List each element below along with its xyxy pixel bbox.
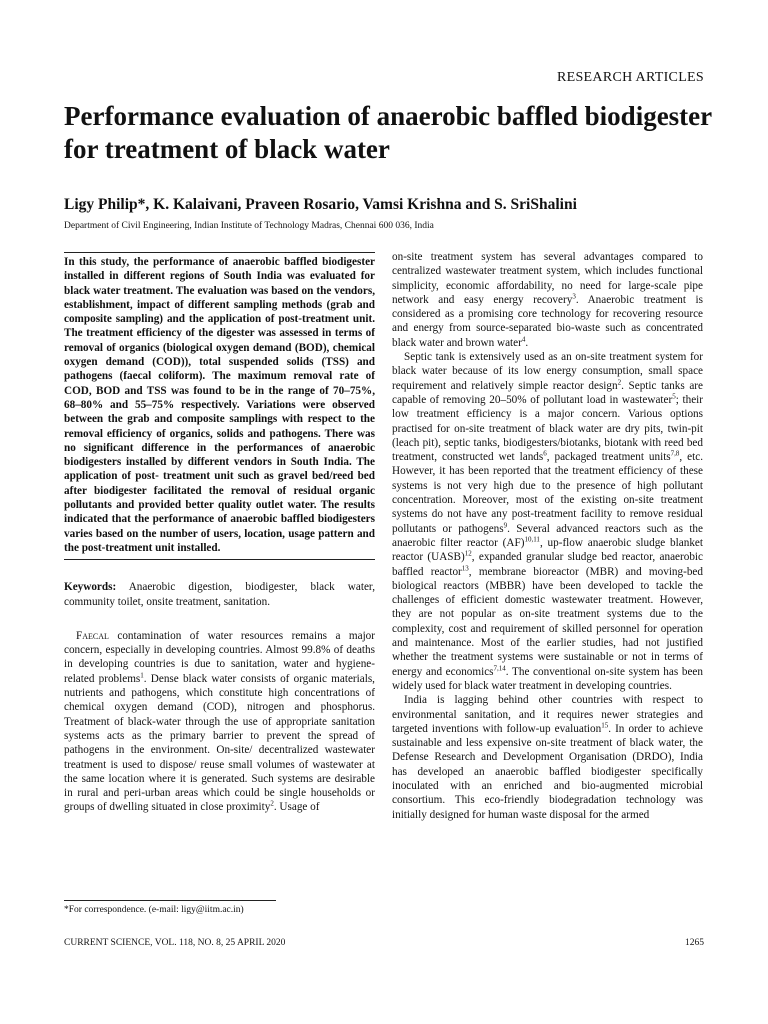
footnote-divider (64, 900, 276, 901)
citation-ref: 9 (503, 520, 508, 529)
right-column (392, 250, 703, 822)
text-run: , packaged treatment units (546, 451, 671, 464)
journal-citation: CURRENT SCIENCE, VOL. 118, NO. 8, 25 APRIL 2020 (64, 938, 286, 948)
text-run: , membrane bioreactor (MBR) and moving-bed biological reactors (MBBR) have been developed to tackle the challenges of efficient domestic wastewater treatment. However, they are not popular as on-site treatment systems due to the complexity, cost and requirement of skilled personnel for operation and maintenance. Most of the earlier studies, had not justified whether the treatment systems were sustainable or not in terms of energy and economics (392, 565, 703, 678)
drop-word: Faecal (76, 629, 109, 642)
citation-ref: 13 (461, 563, 469, 572)
citation-ref: 3 (572, 292, 576, 301)
citation-ref: 15 (601, 721, 609, 730)
text-run: . Septic tanks are capable of removing 20–50% of pollutant load in wastewater (392, 379, 703, 406)
citation-ref: 5 (672, 392, 676, 401)
keywords-label: Keywords: (64, 581, 117, 594)
body-paragraph (392, 693, 703, 822)
citation-ref: 12 (464, 549, 472, 558)
body-paragraph (392, 250, 703, 350)
author-affiliation: Department of Civil Engineering, Indian Institute of Technology Madras, Chennai 600 036, India (64, 221, 434, 231)
keywords-text: Anaerobic digestion, biodigester, black water, community toilet, onsite treatment, sanitation. (64, 581, 376, 608)
text-run: , up-flow anaerobic sludge blanket reactor (UASB) (392, 536, 703, 564)
text-run: . Dense black water consists of organic materials, nutrients and pathogens, which constitute high concentrations of chemical oxygen demand (COD), nitrogen and phosphorus. Treatment of black-water through the use of appropriate sanitation systems acts as the primary barrier to prevent the spread of pathogens in the environment. On-site/ decentralized wastewater treatment is used to dispose/ reuse small volumes of wastewater at the same location where it is generated. Such systems are desirable in rural and peri-urban areas which could be single households or groups of dwelling situated in close proximity (64, 672, 375, 814)
citation-ref: 4 (521, 335, 526, 344)
keywords (64, 580, 375, 609)
author-list: Ligy Philip*, K. Kalaivani, Praveen Rosario, Vamsi Krishna and S. SriShalini (64, 196, 577, 213)
text-run: contamination of water resources remains a major concern, especially in developing countries. Almost 99.8% of deaths in developing countries is due to sanitation, water and hygiene-related problems (64, 629, 375, 685)
citation-ref: 7,14 (493, 663, 506, 672)
text-run: . The conventional on-site system has been widely used for black water treatment in developing countries. (392, 665, 703, 692)
text-run: , etc. However, it has been reported that the treatment efficiency of these systems is not very high due to the presence of high pollutant concentration. Moreover, most of the existing on-site treatment systems do not have any post-treatment facility to remove residual pollutants or pathogens (392, 451, 703, 535)
body-paragraph (392, 350, 703, 693)
text-run: Septic tank is extensively used as an on-site treatment system for black water because of its low energy consumption, small space requirement and relatively simple reactor design (392, 351, 703, 392)
text-run: . In order to achieve sustainable and less expensive on-site treatment of black water, the Defense Research and Development Organisation (DRDO), India has developed an anaerobic baffled biodigester specifically inoculated with an enriched and bio-augmented microbial consortium. This eco-friendly biodegradation technology was initially designed for human waste disposal for the armed (392, 722, 703, 821)
article-title: Performance evaluation of anaerobic baffled biodigester for treatment of black water (64, 101, 712, 164)
text-run: , expanded granular sludge bed reactor, anaerobic baffled reactor (392, 551, 704, 578)
citation-ref: 2 (617, 377, 622, 386)
section-label: RESEARCH ARTICLES (556, 70, 704, 85)
text-run: . (525, 336, 529, 349)
citation-ref: 1 (140, 670, 144, 679)
abstract: In this study, the performance of anaerobic baffled biodigester installed in different regions of South India was evaluated for black water treatment. The evaluation was based on the vendors, establishment, impact of different sampling methods (grab and composite sampling) and the application of post-treatment unit. The treatment efficiency of the digester was assessed in terms of removal of organics (biological oxygen demand (BOD), chemical oxygen demand (COD)), total suspended solids (TSS) and pathogens (faecal coliform). The maximum removal rate of COD, BOD and TSS was found to be in the range of 70–75%, 68–80% and 55–75% respectively. Variations were observed between the grab and composite samplings with respect to the removal efficiency of organics, solids and pathogens. There was no significant difference in the performances of anaerobic biodigesters installed by different vendors in South India. The application of post- treatment unit such as gravel bed/reed bed after biodigester facilitated the removal of residual organic pollutants and provided better quality outlet water. The results indicated that the performance of anaerobic baffled biodigesters varies based on the number of users, location, usage pattern and the post-treatment unit installed. (64, 252, 375, 560)
left-column (64, 252, 375, 815)
citation-ref: 2 (270, 799, 274, 808)
text-run: India is lagging behind other countries with respect to environmental sanitation, and it requires newer strategies and targeted inventions with follow-up evaluation (392, 694, 703, 735)
citation-ref: 6 (543, 449, 547, 458)
text-run: ; their low treatment efficiency is a major concern. Various options practised for on-site treatment of black water are dry pits, twin-pit (leach pit), septic tanks, biodigesters/biotanks, biotank with reed bed treatment, constructed wet lands (392, 393, 703, 464)
text-run: . Anaerobic treatment is considered as a promising core technology for recovering resource and energy from source-separated bio-waste such as concentrated black water and brown water (392, 293, 703, 349)
citation-ref: 7,8 (670, 449, 680, 458)
text-run: on-site treatment system has several advantages compared to centralized wastewater treatment system, which includes functional simplicity, economic affordability, no need for large-scale pipe network and easy energy recovery (392, 251, 703, 306)
correspondence-footnote: *For correspondence. (e-mail: ligy@iitm.ac.in) (64, 905, 244, 915)
text-run: . Usage of (273, 801, 320, 814)
page-number: 1265 (685, 938, 704, 948)
text-run: . Several advanced reactors such as the anaerobic filter reactor (AF) (392, 522, 703, 549)
citation-ref: 10,11 (524, 535, 540, 544)
body-paragraph (64, 629, 375, 815)
